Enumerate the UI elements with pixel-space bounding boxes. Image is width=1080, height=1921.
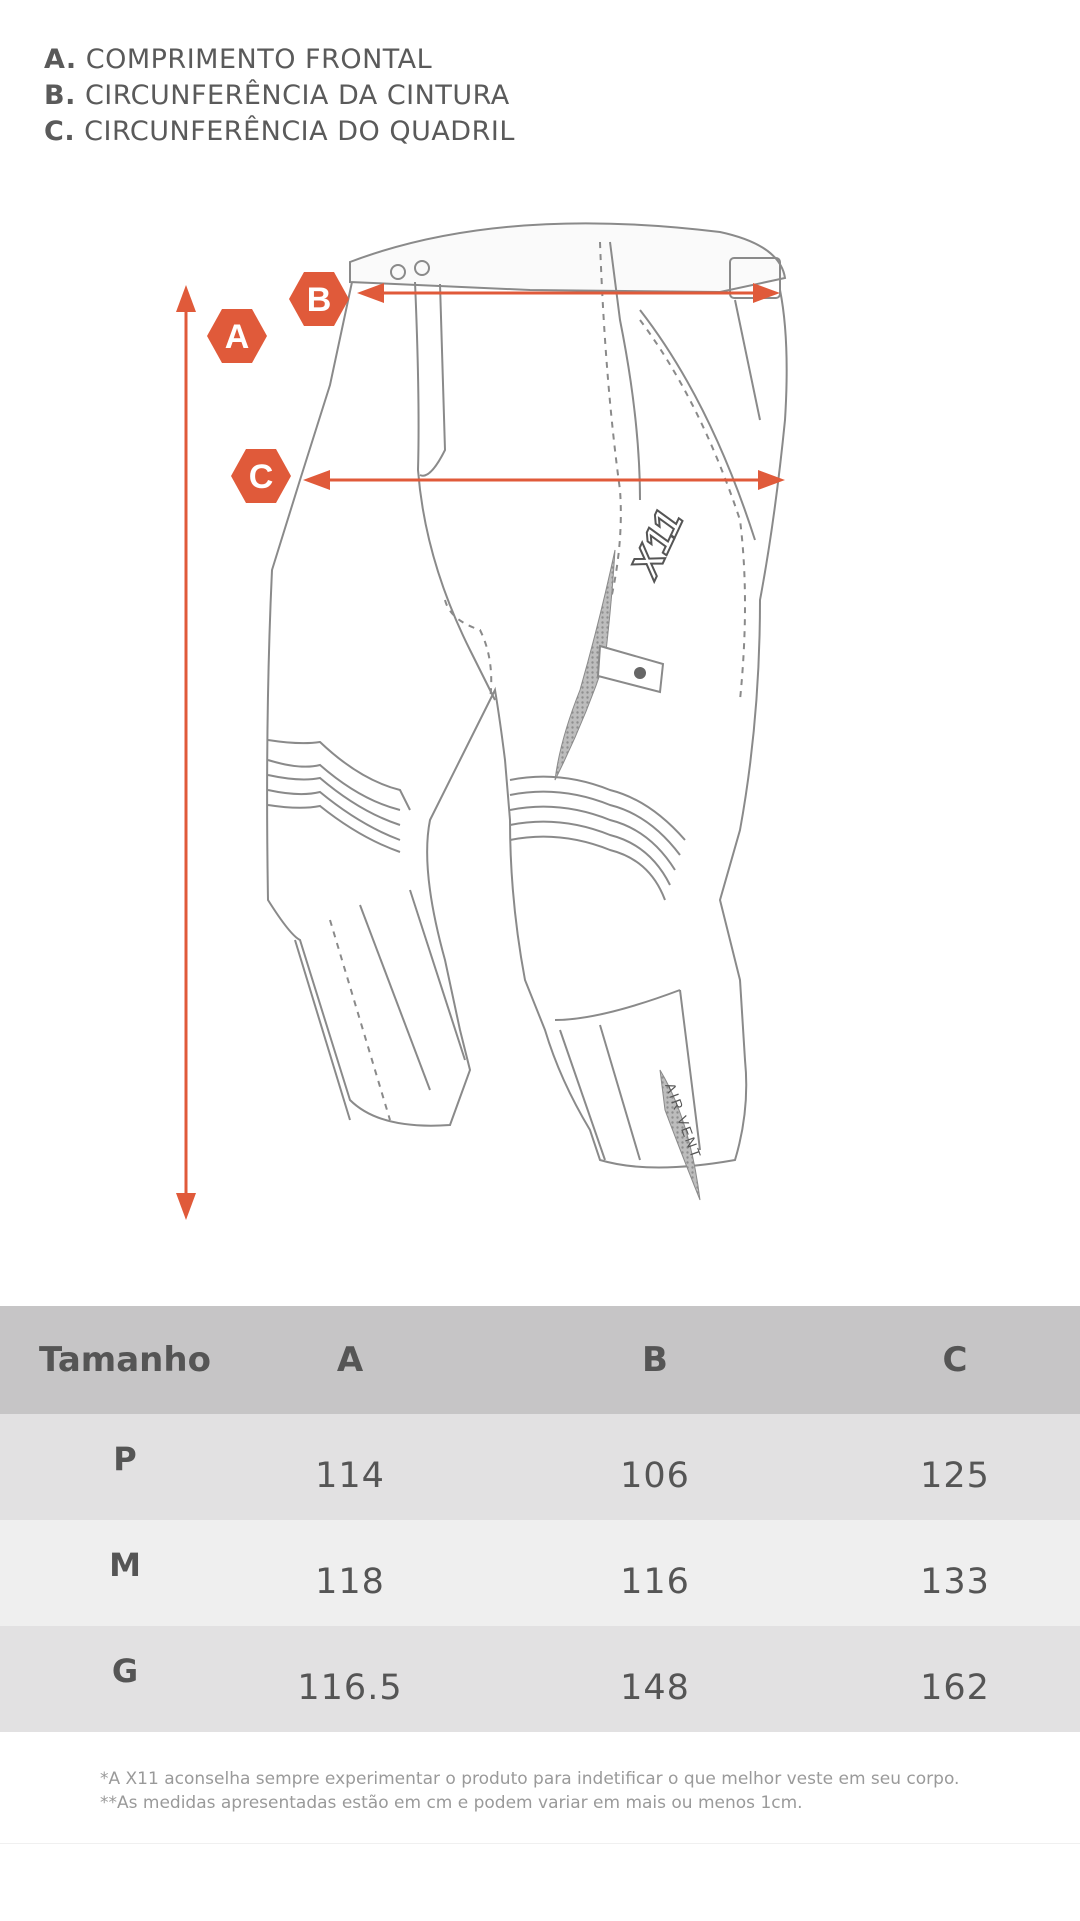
table-header [0,1306,1080,1414]
size-cell: P [113,1440,137,1478]
marker-b-label: B [306,281,332,319]
pocket-snap [634,667,646,679]
pants-diagram [0,190,1080,1260]
b-cell: 106 [620,1456,690,1496]
legend-text: CIRCUNFERÊNCIA DO QUADRIL [84,116,515,147]
legend-item-b [44,78,515,114]
a-cell: 114 [315,1456,385,1496]
c-cell: 162 [920,1668,990,1708]
a-cell: 116.5 [297,1668,403,1708]
marker-a-label: A [224,318,250,356]
b-cell: 148 [620,1668,690,1708]
pocket-tab [598,646,663,692]
c-cell: 125 [920,1456,990,1496]
brand-logo: X11 [623,503,692,584]
measurement-legend [44,42,515,150]
legend-text: CIRCUNFERÊNCIA DA CINTURA [84,80,510,111]
header-a: A [336,1340,364,1380]
legend-key: C. [44,116,76,147]
legend-item-a [44,42,515,78]
marker-c [231,449,291,503]
pants-illustration [267,223,787,1167]
size-cell: G [111,1652,139,1690]
table-row [0,1414,1080,1520]
vent-label: AIR VENT [662,1080,705,1162]
legend-text: COMPRIMENTO FRONTAL [85,44,433,75]
legend-key: B. [44,80,76,111]
arrow-a [176,285,196,1220]
footnote: *A X11 aconselha sempre experimentar o produto para indetificar o que melhor veste em seu corpo. [100,1769,960,1789]
table-row [0,1626,1080,1732]
header-size: Tamanho [39,1340,211,1380]
header-b: B [642,1340,668,1380]
size-table [0,1306,1080,1732]
footnotes [100,1767,959,1815]
marker-c-label: C [248,458,274,496]
marker-a [207,309,267,363]
size-cell: M [109,1546,141,1584]
a-cell: 118 [315,1562,385,1602]
c-cell: 133 [920,1562,990,1602]
b-cell: 116 [620,1562,690,1602]
legend-key: A. [44,44,77,75]
legend-item-c [44,114,515,150]
header-c: C [942,1340,968,1380]
arrow-c [303,470,785,490]
marker-b [289,272,349,326]
footnote: **As medidas apresentadas estão em cm e podem variar em mais ou menos 1cm. [100,1793,803,1813]
table-row [0,1520,1080,1626]
divider [0,1843,1080,1844]
